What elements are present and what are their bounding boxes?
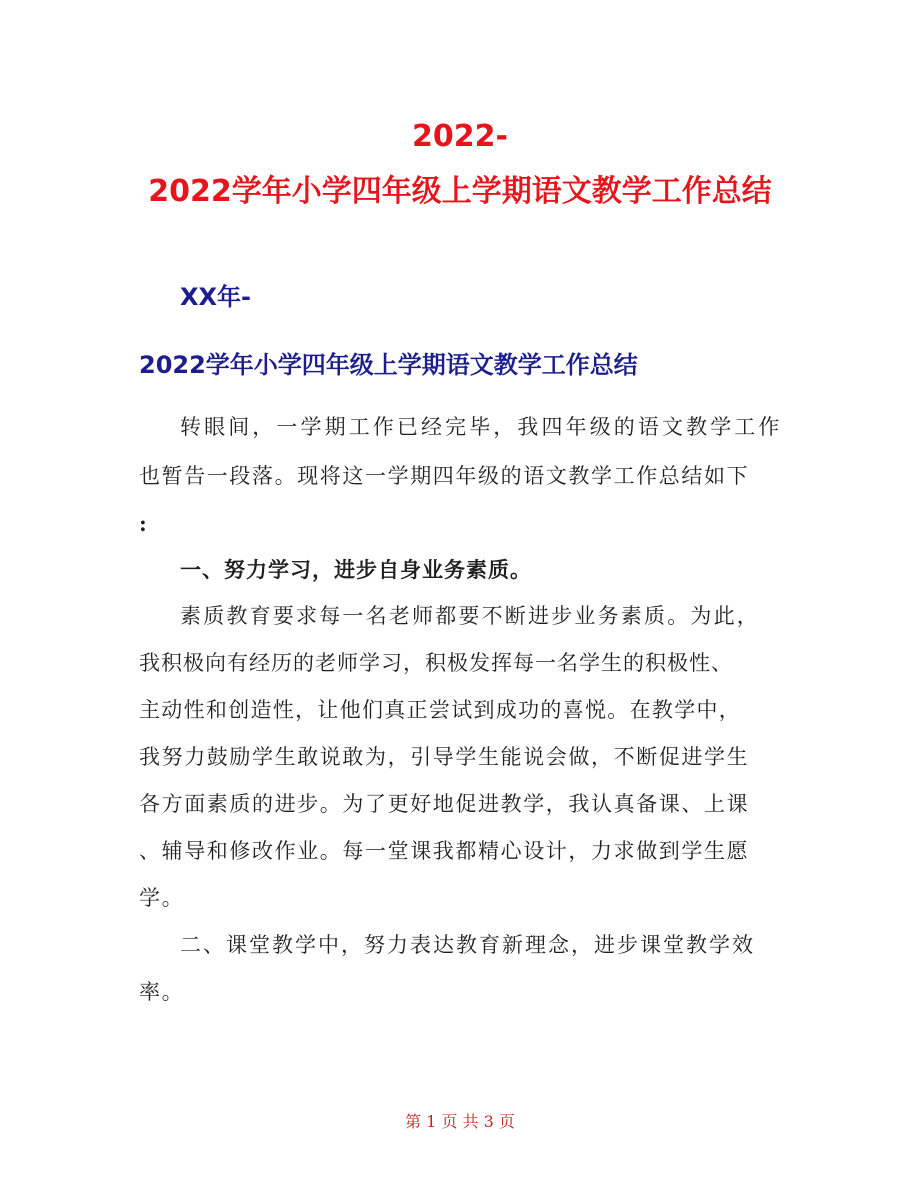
section-heading-line-1: XX年- <box>180 283 251 311</box>
paragraph-line: : <box>139 511 147 536</box>
paragraph-line: 转眼间，一学期工作已经完毕，我四年级的语文教学工作 <box>180 415 783 439</box>
paragraph-line: 主动性和创造性，让他们真正尝试到成功的喜悦。在教学中， <box>139 698 742 722</box>
paragraph-line: 我努力鼓励学生敢说敢为，引导学生能说会做，不断促进学生 <box>139 745 750 769</box>
paragraph-line: 各方面素质的进步。为了更好地促进教学，我认真备课、上课 <box>139 792 750 816</box>
document-title-line-1: 2022- <box>412 119 508 154</box>
paragraph-line: 率。 <box>139 980 185 1004</box>
document-title-line-2: 2022学年小学四年级上学期语文教学工作总结 <box>148 174 772 209</box>
paragraph-line: 、辅导和修改作业。每一堂课我都精心设计，力求做到学生愿 <box>139 839 750 863</box>
page-number-footer: 第 1 页 共 3 页 <box>405 1112 515 1131</box>
section-point-two: 二、课堂教学中，努力表达教育新理念，进步课堂教学效 <box>180 933 755 957</box>
section-heading-line-2: 2022学年小学四年级上学期语文教学工作总结 <box>139 351 638 379</box>
paragraph-line: 也暂告一段落。现将这一学期四年级的语文教学工作总结如下 <box>139 464 750 488</box>
paragraph-line: 素质教育要求每一名老师都要不断进步业务素质。为此， <box>180 604 760 628</box>
paragraph-line: 我积极向有经历的老师学习，积极发挥每一名学生的积极性、 <box>139 651 733 675</box>
paragraph-line: 学。 <box>139 886 185 910</box>
section-point-one: 一、努力学习，进步自身业务素质。 <box>180 557 532 582</box>
